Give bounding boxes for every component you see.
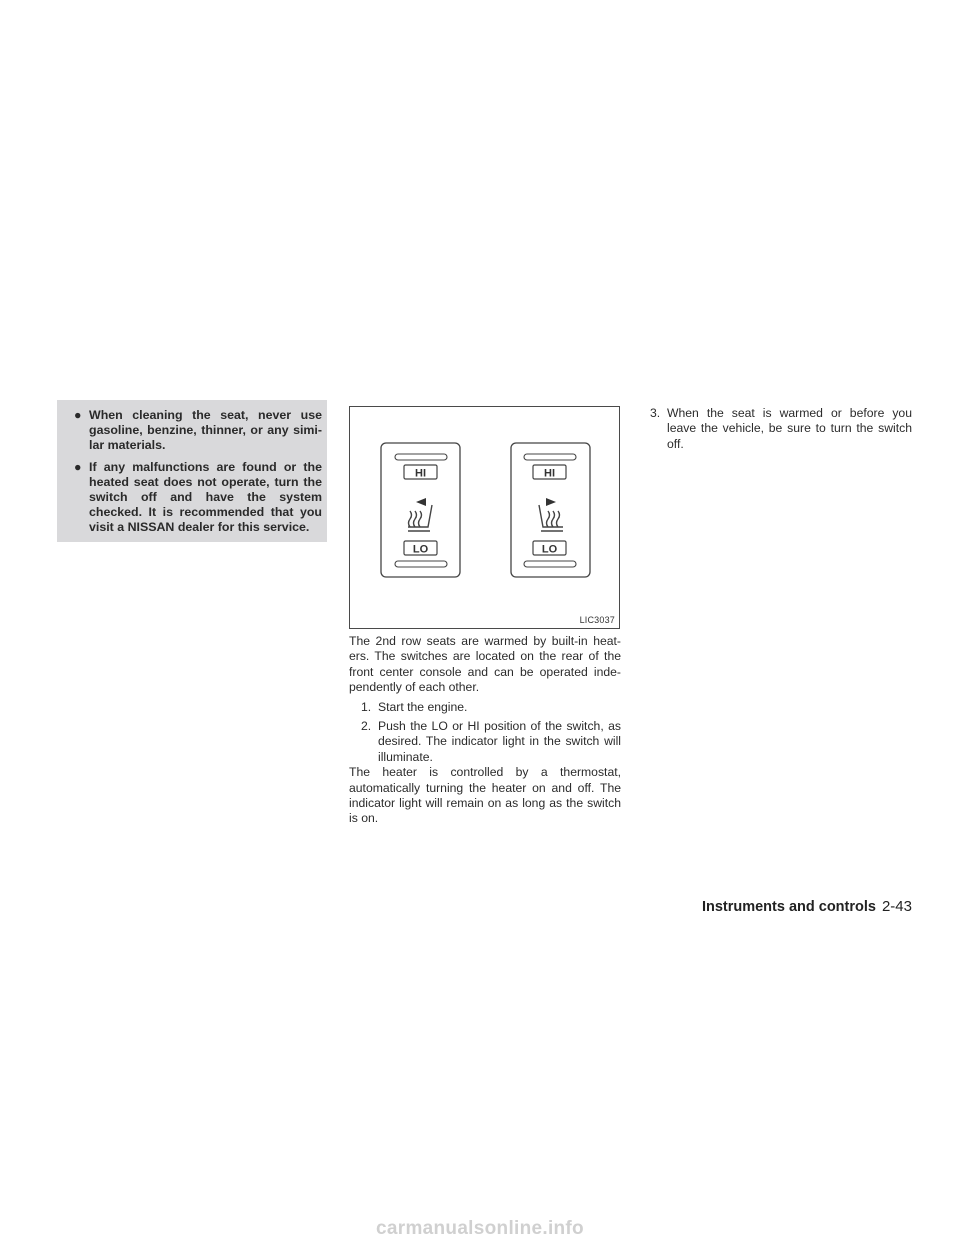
section-title: Instruments and controls xyxy=(701,899,876,915)
right-hi-label: HI xyxy=(544,467,555,480)
bullet-icon: ● xyxy=(74,459,82,474)
switch-diagram xyxy=(350,407,619,628)
arrow-right-icon xyxy=(546,498,556,506)
step-text: Push the LO or HI position of the switch, as desired. The indicator light in the switch will illuminate. xyxy=(378,719,621,764)
caution-box xyxy=(57,400,327,542)
bullet-icon: ● xyxy=(74,408,82,422)
seat-heater-icon xyxy=(408,505,432,531)
left-switch-panel xyxy=(381,443,460,577)
step-3 xyxy=(638,406,912,452)
step-1 xyxy=(349,700,621,715)
left-hi-label: HI xyxy=(415,467,426,480)
step-2-note: The heater is controlled by a thermostat, automatically turning the heater on and off. The indicator light will remain on as long as the switch is on. xyxy=(349,765,621,826)
intro-paragraph: The 2nd row seats are warmed by built-in heat-ers. The switches are located on the rear of the front center console and can be operated inde-pendently of each other. xyxy=(349,634,621,695)
caution-text: When cleaning the seat, never use gasoline, benzine, thinner, or any simi-lar materials. xyxy=(89,408,322,453)
caution-item-malfunction xyxy=(74,460,322,536)
right-lo-label: LO xyxy=(541,543,558,556)
step-2 xyxy=(349,719,621,765)
left-lo-label: LO xyxy=(412,543,429,556)
step-number: 3. xyxy=(650,406,661,420)
caution-item-cleaning xyxy=(74,408,322,454)
page-footer xyxy=(615,898,912,915)
middle-column xyxy=(349,634,621,827)
page-number: 2-43 xyxy=(881,898,912,915)
right-switch-panel xyxy=(511,443,590,577)
arrow-left-icon xyxy=(416,498,426,506)
caution-text: If any malfunctions are found or the heated seat does not operate, turn the switch off and have the system checked. It is recommended that you visit a NISSAN dealer for this service. xyxy=(89,459,322,535)
step-number: 2. xyxy=(361,719,372,734)
figure-label: LIC3037 xyxy=(579,615,615,625)
heated-seat-switch-illustration xyxy=(349,406,620,629)
step-text: Start the engine. xyxy=(378,699,468,714)
watermark: carmanualsonline.info xyxy=(376,1218,584,1239)
step-number: 1. xyxy=(361,699,372,714)
step-text: When the seat is warmed or before you leave the vehicle, be sure to turn the switch off. xyxy=(667,406,912,451)
seat-heater-icon xyxy=(539,505,563,531)
right-column xyxy=(638,406,912,452)
